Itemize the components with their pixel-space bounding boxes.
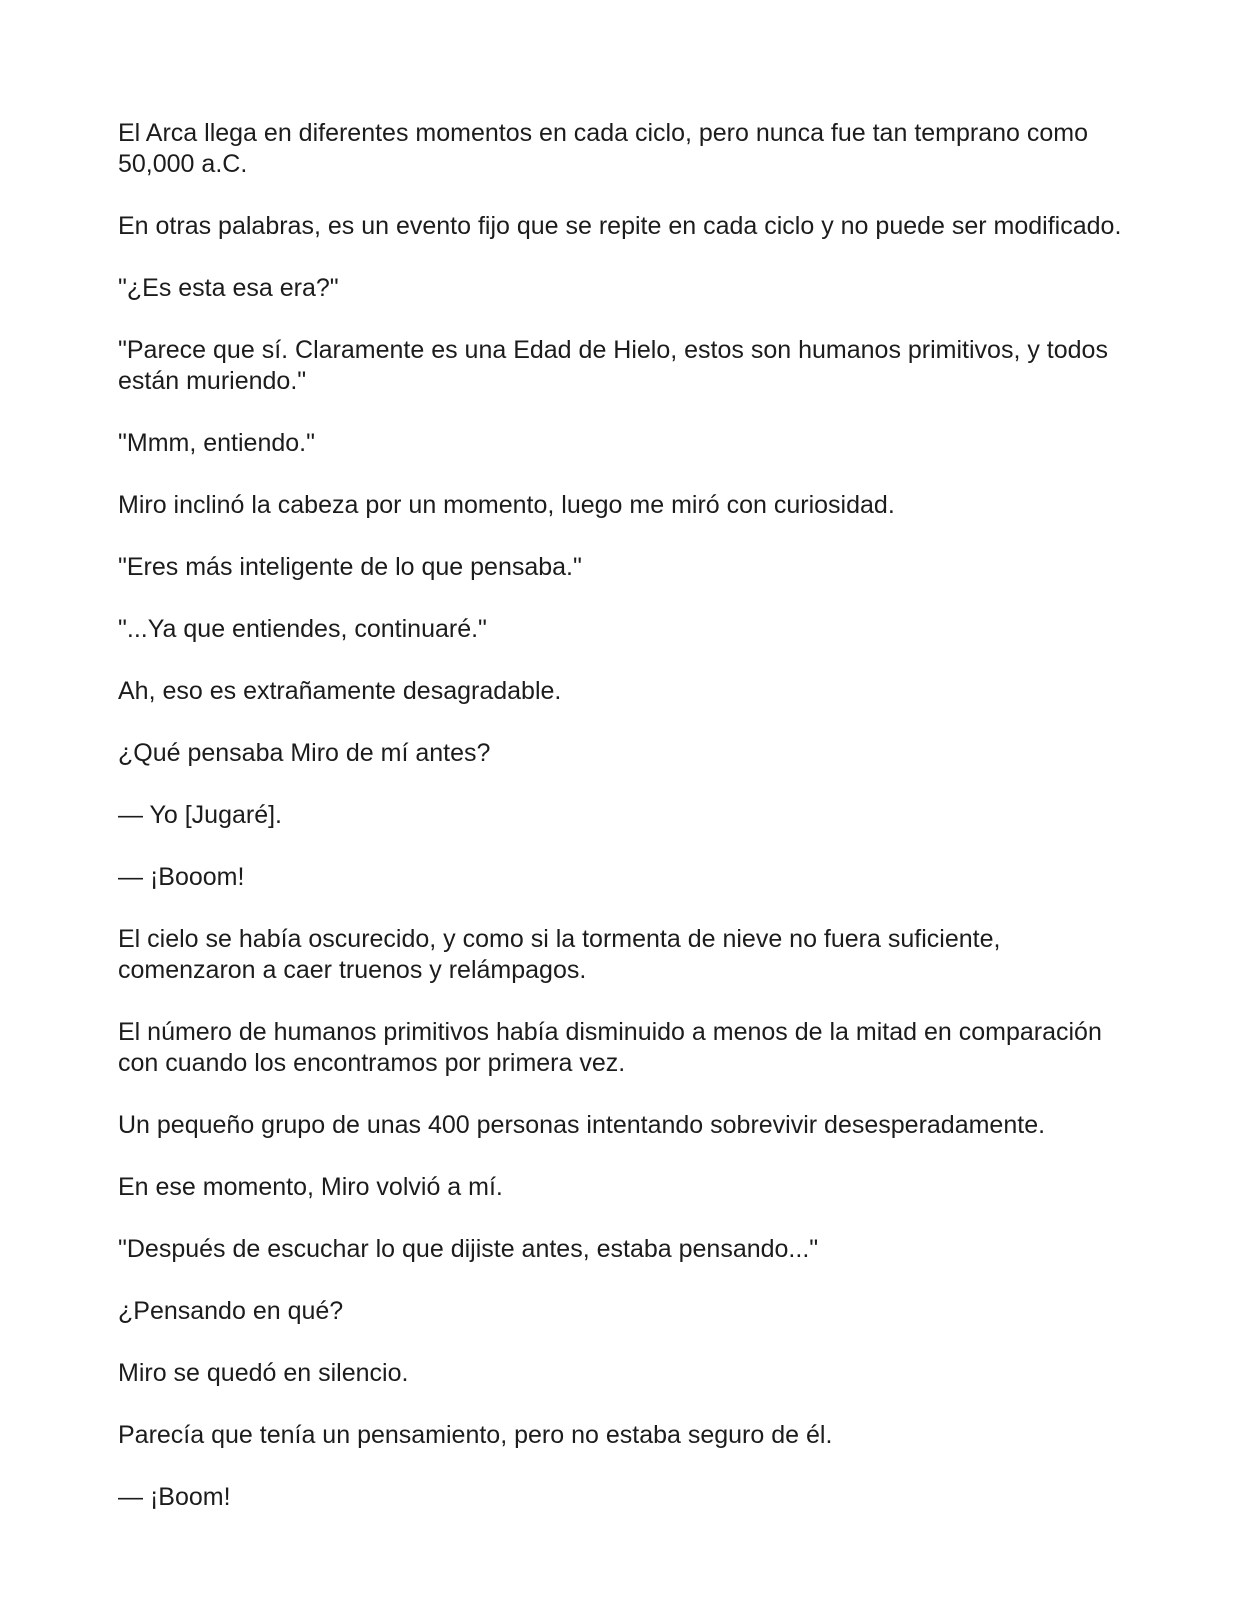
paragraph: "¿Es esta esa era?"	[118, 274, 339, 302]
paragraph: ¿Pensando en qué?	[118, 1297, 344, 1325]
paragraph: ¿Qué pensaba Miro de mí antes?	[118, 739, 491, 767]
paragraph: Ah, eso es extrañamente desagradable.	[118, 677, 562, 705]
paragraph: Miro se quedó en silencio.	[118, 1359, 409, 1387]
paragraph: — Yo [Jugaré].	[118, 801, 283, 829]
paragraph: El Arca llega en diferentes momentos en cada ciclo, pero nunca fue tan temprano como 50,000 a.C.	[118, 119, 1089, 178]
paragraph: — ¡Boom!	[118, 1483, 231, 1511]
paragraph: Un pequeño grupo de unas 400 personas intentando sobrevivir desesperadamente.	[118, 1111, 1046, 1139]
document-body	[118, 118, 1128, 1544]
paragraph: El cielo se había oscurecido, y como si la tormenta de nieve no fuera suficiente, comenzaron a caer truenos y relámpagos.	[118, 925, 1001, 984]
paragraph: "Eres más inteligente de lo que pensaba."	[118, 553, 582, 581]
paragraph: "Después de escuchar lo que dijiste antes, estaba pensando..."	[118, 1235, 819, 1263]
paragraph: — ¡Booom!	[118, 863, 245, 891]
paragraph: En otras palabras, es un evento fijo que se repite en cada ciclo y no puede ser modificado.	[118, 212, 1122, 240]
paragraph: Miro inclinó la cabeza por un momento, luego me miró con curiosidad.	[118, 491, 895, 519]
paragraph: "Parece que sí. Claramente es una Edad de Hielo, estos son humanos primitivos, y todos están muriendo."	[118, 336, 1108, 395]
paragraph: En ese momento, Miro volvió a mí.	[118, 1173, 503, 1201]
paragraph: "...Ya que entiendes, continuaré."	[118, 615, 487, 643]
paragraph: "Mmm, entiendo."	[118, 429, 315, 457]
paragraph: Parecía que tenía un pensamiento, pero no estaba seguro de él.	[118, 1421, 833, 1449]
paragraph: El número de humanos primitivos había disminuido a menos de la mitad en comparación con cuando los encontramos por primera vez.	[118, 1018, 1102, 1077]
